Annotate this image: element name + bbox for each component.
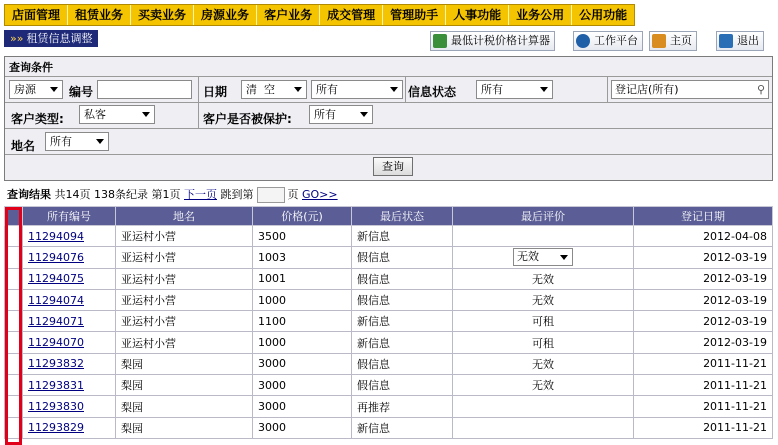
- divider: [405, 77, 406, 102]
- protected-value: 所有: [314, 108, 336, 121]
- table-row[interactable]: [5, 247, 773, 268]
- row-date-text: 2012-03-19: [703, 336, 767, 350]
- row-place-cell: [116, 375, 253, 396]
- current-page: 第1页: [151, 188, 181, 201]
- status-select[interactable]: [476, 80, 553, 99]
- row-date-cell: [634, 268, 773, 289]
- row-select-cell: [5, 353, 23, 374]
- result-label: 查询结果: [7, 188, 51, 201]
- column-header-date[interactable]: 登记日期: [634, 207, 773, 226]
- status-label: 信息状态: [408, 85, 457, 99]
- listing-id-link[interactable]: 11293830: [28, 400, 84, 414]
- area-select[interactable]: [45, 132, 109, 151]
- row-status-cell: [352, 375, 453, 396]
- top-menu: [0, 0, 778, 26]
- row-eval-cell: [453, 417, 634, 438]
- logout-button[interactable]: [716, 31, 764, 51]
- row-eval-cell: [453, 289, 634, 310]
- listing-id-link[interactable]: 11294074: [28, 293, 84, 307]
- row-eval-text: 无效: [532, 272, 554, 286]
- page-unit: 页: [287, 188, 299, 201]
- row-status-text: 再推荐: [357, 400, 390, 414]
- row-price-text: 3000: [258, 378, 286, 392]
- row-place-text: 梨园: [121, 421, 143, 435]
- page-count: 共14页: [54, 188, 91, 201]
- row-date-text: 2012-03-19: [703, 314, 767, 328]
- row-price-cell: [253, 375, 352, 396]
- home-label: 主页: [670, 34, 692, 47]
- area-label: 地名: [11, 139, 36, 153]
- row-date-text: 2012-03-19: [703, 250, 767, 264]
- row-place-cell: [116, 268, 253, 289]
- calculator-icon: [433, 34, 447, 48]
- date-all-select[interactable]: [311, 80, 403, 99]
- row-status-text: 新信息: [357, 230, 390, 244]
- number-label: 编号: [69, 85, 94, 99]
- user-icon: [576, 34, 590, 48]
- query-button[interactable]: 查询: [373, 157, 413, 176]
- row-place-text: 梨园: [121, 400, 143, 414]
- row-date-cell: [634, 289, 773, 310]
- table-header-row: [5, 207, 773, 226]
- search-icon[interactable]: ⚲: [756, 83, 765, 96]
- source-select[interactable]: [9, 80, 63, 99]
- row-place-cell: [116, 353, 253, 374]
- row-status-cell: [352, 396, 453, 417]
- row-status-text: 假信息: [357, 357, 390, 371]
- row-eval-cell: [453, 332, 634, 353]
- row-status-text: 新信息: [357, 421, 390, 435]
- row-eval-text: 无效: [532, 357, 554, 371]
- evaluation-select-value: 无效: [517, 250, 539, 264]
- row-price-cell: [253, 311, 352, 332]
- row-date-cell: [634, 375, 773, 396]
- menu-item-client[interactable]: 客户业务: [257, 5, 320, 25]
- row-eval-text: 无效: [532, 379, 554, 393]
- row-price-text: 3000: [258, 421, 286, 435]
- double-arrow-icon: »»: [10, 32, 24, 45]
- status-select-value: 所有: [481, 83, 503, 96]
- row-status-cell: [352, 332, 453, 353]
- row-price-cell: [253, 417, 352, 438]
- number-input[interactable]: [97, 80, 192, 99]
- row-status-cell: [352, 417, 453, 438]
- title-bar: [4, 30, 774, 52]
- row-place-cell: [116, 417, 253, 438]
- listing-id-link[interactable]: 11294075: [28, 272, 84, 286]
- jump-page-input[interactable]: [257, 187, 285, 203]
- tax-calculator-button[interactable]: [430, 31, 555, 51]
- home-icon: [652, 34, 666, 48]
- go-button[interactable]: GO>>: [302, 188, 338, 201]
- query-row-1: [5, 77, 772, 103]
- row-select-cell: [5, 417, 23, 438]
- store-input[interactable]: [611, 80, 769, 99]
- menu-item-assistant[interactable]: 管理助手: [383, 5, 446, 25]
- row-date-cell: [634, 311, 773, 332]
- row-select-cell: [5, 311, 23, 332]
- row-id-cell: [23, 375, 116, 396]
- workbench-label: 工作平台: [594, 34, 638, 47]
- home-button[interactable]: [649, 31, 697, 51]
- row-id-cell: [23, 226, 116, 247]
- row-price-text: 1000: [258, 293, 286, 307]
- result-info: [7, 187, 338, 205]
- row-price-cell: [253, 226, 352, 247]
- divider: [198, 77, 199, 102]
- table-row[interactable]: [5, 417, 773, 438]
- row-place-cell: [116, 332, 253, 353]
- row-status-cell: [352, 247, 453, 268]
- row-status-cell: [352, 226, 453, 247]
- row-place-text: 梨园: [121, 357, 143, 371]
- evaluation-select[interactable]: [513, 248, 573, 266]
- row-date-cell: [634, 353, 773, 374]
- row-eval-cell: [453, 353, 634, 374]
- listing-id-link[interactable]: 11293831: [28, 378, 84, 392]
- date-clear-value: 清 空: [246, 83, 275, 96]
- row-price-cell: [253, 396, 352, 417]
- row-place-text: 梨园: [121, 379, 143, 393]
- row-price-cell: [253, 268, 352, 289]
- results-table: [4, 206, 773, 439]
- query-row-2: [5, 103, 772, 129]
- row-eval-text: 可租: [532, 315, 554, 329]
- listing-id-link[interactable]: 11294076: [28, 250, 84, 264]
- row-date-text: 2011-11-21: [703, 421, 767, 435]
- date-all-value: 所有: [316, 83, 338, 96]
- row-status-text: 假信息: [357, 379, 390, 393]
- protected-select[interactable]: [309, 105, 373, 124]
- chevron-down-icon: [50, 87, 58, 92]
- row-date-cell: [634, 226, 773, 247]
- row-id-cell: [23, 268, 116, 289]
- tax-calculator-label: 最低计税价格计算器: [451, 34, 550, 47]
- row-price-text: 3500: [258, 229, 286, 243]
- chevron-down-icon: [360, 112, 368, 117]
- divider: [198, 103, 199, 128]
- chevron-down-icon: [540, 87, 548, 92]
- top-menu-bar: [4, 4, 635, 26]
- chevron-down-icon: [560, 255, 568, 260]
- row-date-text: 2011-11-21: [703, 357, 767, 371]
- record-count: 138条纪录: [94, 188, 148, 201]
- row-eval-cell: [453, 268, 634, 289]
- query-heading: 查询条件: [9, 61, 53, 74]
- menu-item-deal[interactable]: 成交管理: [320, 5, 383, 25]
- listing-id-link[interactable]: 11293832: [28, 357, 84, 371]
- row-eval-cell: [453, 247, 634, 268]
- workbench-button[interactable]: [573, 31, 643, 51]
- menu-item-store[interactable]: 店面管理: [5, 5, 68, 25]
- table-row[interactable]: [5, 353, 773, 374]
- logout-label: 退出: [737, 34, 759, 47]
- chevron-down-icon: [142, 112, 150, 117]
- chevron-down-icon: [294, 87, 302, 92]
- row-place-cell: [116, 247, 253, 268]
- table-row[interactable]: [5, 396, 773, 417]
- row-price-text: 1003: [258, 250, 286, 264]
- column-header-status[interactable]: 最后状态: [352, 207, 453, 226]
- row-eval-cell: [453, 396, 634, 417]
- table-row[interactable]: [5, 375, 773, 396]
- source-select-value: 房源: [14, 83, 36, 96]
- column-header-eval[interactable]: 最后评价: [453, 207, 634, 226]
- menu-item-listing[interactable]: 房源业务: [194, 5, 257, 25]
- row-id-cell: [23, 396, 116, 417]
- row-select-cell: [5, 396, 23, 417]
- column-header-select: [5, 207, 23, 226]
- row-date-text: 2012-03-19: [703, 272, 767, 286]
- divider: [607, 77, 608, 102]
- row-price-cell: [253, 332, 352, 353]
- row-price-text: 1000: [258, 336, 286, 350]
- row-select-cell: [5, 332, 23, 353]
- protected-label: 客户是否被保护:: [203, 112, 292, 126]
- client-type-value: 私客: [84, 108, 106, 121]
- row-place-text: 亚运村小营: [121, 251, 176, 265]
- row-eval-cell: [453, 375, 634, 396]
- client-type-label: 客户类型:: [11, 112, 64, 126]
- date-label: 日期: [203, 85, 228, 99]
- row-id-cell: [23, 289, 116, 310]
- jump-label: 跳到第: [220, 188, 254, 201]
- row-place-text: 亚运村小营: [121, 272, 176, 286]
- query-heading-row: [5, 57, 772, 77]
- row-eval-text: 可租: [532, 336, 554, 350]
- row-place-cell: [116, 289, 253, 310]
- row-select-cell: [5, 289, 23, 310]
- row-date-cell: [634, 332, 773, 353]
- row-price-text: 1001: [258, 272, 286, 286]
- row-price-text: 3000: [258, 357, 286, 371]
- row-price-cell: [253, 353, 352, 374]
- row-eval-text: 无效: [532, 294, 554, 308]
- row-eval-cell: [453, 311, 634, 332]
- row-date-cell: [634, 417, 773, 438]
- menu-item-business-common[interactable]: 业务公用: [509, 5, 572, 25]
- query-row-3: [5, 129, 772, 155]
- row-select-cell: [5, 268, 23, 289]
- row-place-text: 亚运村小营: [121, 294, 176, 308]
- page-title: 租赁信息调整: [26, 32, 93, 45]
- store-input-value: 登记店(所有): [615, 83, 679, 96]
- row-id-cell: [23, 417, 116, 438]
- row-select-cell: [5, 247, 23, 268]
- row-id-cell: [23, 311, 116, 332]
- area-select-value: 所有: [50, 135, 72, 148]
- row-id-cell: [23, 247, 116, 268]
- table-row[interactable]: [5, 311, 773, 332]
- listing-id-link[interactable]: 11294070: [28, 336, 84, 350]
- table-row[interactable]: [5, 268, 773, 289]
- row-id-cell: [23, 332, 116, 353]
- row-price-text: 3000: [258, 400, 286, 414]
- listing-id-link[interactable]: 11293829: [28, 421, 84, 435]
- row-place-cell: [116, 311, 253, 332]
- row-id-cell: [23, 353, 116, 374]
- query-panel: [4, 56, 773, 181]
- exit-icon: [719, 34, 733, 48]
- row-price-text: 1100: [258, 314, 286, 328]
- client-type-select[interactable]: [79, 105, 155, 124]
- row-place-cell: [116, 396, 253, 417]
- row-date-text: 2011-11-21: [703, 378, 767, 392]
- row-date-text: 2012-03-19: [703, 293, 767, 307]
- menu-item-trade[interactable]: 买卖业务: [131, 5, 194, 25]
- row-price-cell: [253, 247, 352, 268]
- date-clear-select[interactable]: [241, 80, 307, 99]
- listing-id-link[interactable]: 11294094: [28, 229, 84, 243]
- row-status-cell: [352, 268, 453, 289]
- row-eval-cell: [453, 226, 634, 247]
- column-header-place[interactable]: 地名: [116, 207, 253, 226]
- menu-item-hr[interactable]: 人事功能: [446, 5, 509, 25]
- row-status-text: 假信息: [357, 272, 390, 286]
- menu-item-lease[interactable]: 租赁业务: [68, 5, 131, 25]
- row-place-text: 亚运村小营: [121, 315, 176, 329]
- row-price-cell: [253, 289, 352, 310]
- row-date-cell: [634, 396, 773, 417]
- next-page-link[interactable]: 下一页: [184, 188, 217, 201]
- row-status-text: 假信息: [357, 294, 390, 308]
- row-place-cell: [116, 226, 253, 247]
- row-place-text: 亚运村小营: [121, 336, 176, 350]
- chevron-down-icon: [390, 87, 398, 92]
- row-place-text: 亚运村小营: [121, 230, 176, 244]
- row-status-cell: [352, 311, 453, 332]
- column-header-id[interactable]: 所有编号: [23, 207, 116, 226]
- table-row[interactable]: [5, 332, 773, 353]
- row-status-text: 假信息: [357, 251, 390, 265]
- chevron-down-icon: [96, 139, 104, 144]
- listing-id-link[interactable]: 11294071: [28, 314, 84, 328]
- row-status-text: 新信息: [357, 315, 390, 329]
- row-status-cell: [352, 289, 453, 310]
- page-title-box: [4, 30, 98, 47]
- row-select-cell: [5, 375, 23, 396]
- menu-item-common[interactable]: 公用功能: [579, 8, 628, 22]
- row-select-cell: [5, 226, 23, 247]
- row-status-cell: [352, 353, 453, 374]
- table-row[interactable]: [5, 289, 773, 310]
- row-date-text: 2011-11-21: [703, 400, 767, 414]
- row-date-cell: [634, 247, 773, 268]
- row-date-text: 2012-04-08: [703, 229, 767, 243]
- row-status-text: 新信息: [357, 336, 390, 350]
- column-header-price[interactable]: 价格(元): [253, 207, 352, 226]
- table-row[interactable]: [5, 226, 773, 247]
